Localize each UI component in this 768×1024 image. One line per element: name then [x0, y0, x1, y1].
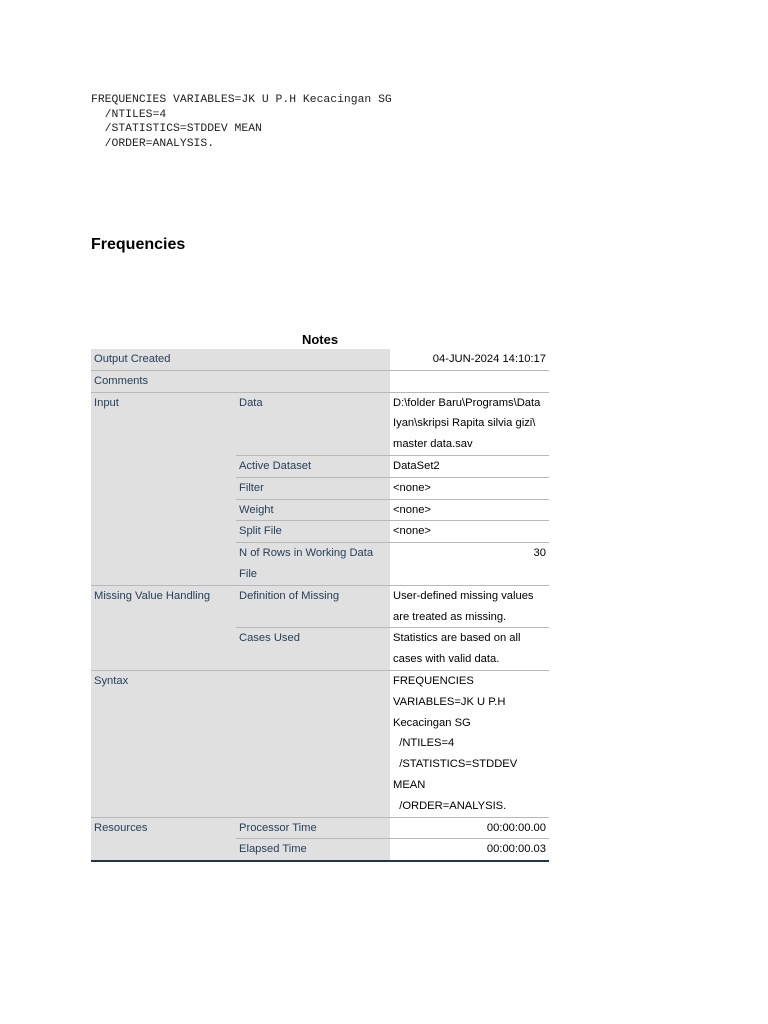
input-label: Input: [91, 392, 236, 585]
elapsed-time-label: Elapsed Time: [236, 839, 390, 861]
data-label: Data: [236, 392, 390, 455]
processor-time-value: 00:00:00.00: [390, 817, 549, 839]
row-definition-missing: [91, 585, 549, 628]
output-created-value: 04-JUN-2024 14:10:17: [390, 349, 549, 370]
split-file-label: Split File: [236, 521, 390, 543]
active-dataset-label: Active Dataset: [236, 455, 390, 477]
split-file-value: <none>: [390, 521, 549, 543]
syntax-log: FREQUENCIES VARIABLES=JK U P.H Kecacingan SG /NTILES=4 /STATISTICS=STDDEV MEAN /ORDER=ANALYSIS.: [91, 94, 392, 150]
row-output-created: [91, 349, 549, 370]
missing-label: Missing Value Handling: [91, 585, 236, 670]
definition-missing-label: Definition of Missing: [236, 585, 390, 628]
row-processor-time: [91, 817, 549, 839]
notes-table: [91, 349, 549, 862]
frequencies-heading: Frequencies: [91, 236, 186, 253]
row-comments: [91, 370, 549, 392]
comments-label: Comments: [91, 370, 390, 392]
row-syntax: [91, 670, 549, 817]
active-dataset-value: DataSet2: [390, 455, 549, 477]
row-input-data: [91, 392, 549, 455]
data-value: D:\folder Baru\Programs\Data Iyan\skripsi Rapita silvia gizi\ master data.sav: [390, 392, 549, 455]
filter-label: Filter: [236, 477, 390, 499]
cases-used-value: Statistics are based on all cases with valid data.: [390, 628, 549, 671]
resources-label: Resources: [91, 817, 236, 861]
output-created-label: Output Created: [91, 349, 390, 370]
notes-table-title: Notes: [301, 332, 339, 347]
syntax-label: Syntax: [91, 670, 390, 817]
n-rows-value: 30: [390, 543, 549, 586]
weight-label: Weight: [236, 499, 390, 521]
syntax-value: FREQUENCIES VARIABLES=JK U P.H Kecacingan SG /NTILES=4 /STATISTICS=STDDEV MEAN /ORDER=ANALYSIS.: [390, 670, 549, 817]
definition-missing-value: User-defined missing values are treated as missing.: [390, 585, 549, 628]
elapsed-time-value: 00:00:00.03: [390, 839, 549, 861]
cases-used-label: Cases Used: [236, 628, 390, 671]
filter-value: <none>: [390, 477, 549, 499]
n-rows-label: N of Rows in Working Data File: [236, 543, 390, 586]
comments-value: [390, 370, 549, 392]
weight-value: <none>: [390, 499, 549, 521]
processor-time-label: Processor Time: [236, 817, 390, 839]
